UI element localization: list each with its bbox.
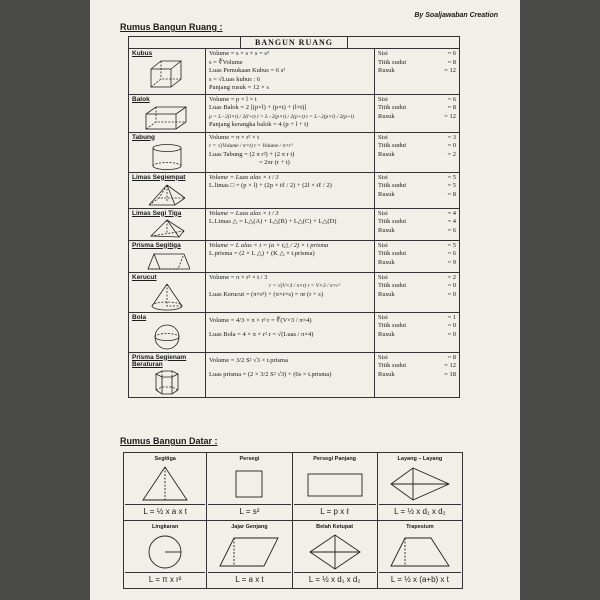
formula-line: L.Limas △ = L△(A) + L△(B) + L△(C) + L△(D) <box>209 218 337 225</box>
formula-sheet <box>90 0 520 600</box>
credit-text: By Soaljawaban Creation <box>414 12 498 19</box>
property-row: Sisi = 4 <box>378 209 456 217</box>
section-title-ruang: Rumus Bangun Ruang : <box>120 22 223 32</box>
formula-line: Luas Bola = 4 × π × r² r = √(Luas / π×4) <box>209 330 314 338</box>
rhombus-icon <box>300 532 370 572</box>
shape-name: Layang – Layang <box>397 456 443 462</box>
property-row: Rusuk = 6 <box>378 226 456 234</box>
shape-cell <box>124 453 207 521</box>
property-row: Sisi = 1 <box>378 313 456 321</box>
property-row: Rusuk = 2 <box>378 150 456 158</box>
shape-cell <box>207 453 292 521</box>
shape-name: Limas Segiempat <box>132 173 186 181</box>
shape-cell <box>377 521 462 589</box>
bangun-datar-table <box>123 452 463 589</box>
shape-name: Persegi Panjang <box>313 456 357 462</box>
property-row: Sisi = 5 <box>378 173 456 181</box>
shape-name: Kerucut <box>132 273 157 281</box>
formula-line: s = √Luas kubus : 6 <box>209 75 261 83</box>
property-row: Rusuk = 9 <box>378 258 456 266</box>
property-row: Titik sudut = 5 <box>378 182 456 189</box>
shape-cell <box>207 521 292 589</box>
area-formula: L = ½ x (a+b) x t <box>379 572 461 587</box>
property-row: Rusuk = 0 <box>378 290 456 298</box>
table-row <box>129 172 460 208</box>
square-icon <box>219 464 279 504</box>
cone-icon <box>147 283 187 311</box>
property-row: Sisi = 3 <box>378 133 456 141</box>
formula-line: Volume = 4/3 × π × r³ r = ∛(V×3 / π×4) <box>209 316 312 324</box>
area-formula: L = ½ x d₁ x d₂ <box>294 572 376 587</box>
formula-line: Volume = 3/2 S² √3 × t.prisma <box>209 356 288 364</box>
square-pyramid-icon <box>145 183 189 207</box>
cylinder-icon <box>147 143 187 171</box>
property-row: Sisi = 6 <box>378 95 456 103</box>
triangular-prism-icon <box>144 251 190 271</box>
shape-cell <box>124 521 207 589</box>
property-row: Sisi = 5 <box>378 241 456 249</box>
shape-name: Balok <box>132 95 150 103</box>
formula-line: s = ∛Volume <box>209 58 243 66</box>
table-row <box>129 240 460 272</box>
property-row: Titik sudut = 0 <box>378 282 456 289</box>
formula-line: Luas Kerucut = (π×r²) + (π×r×s) = πr (r + s) <box>209 290 323 298</box>
circle-icon <box>135 532 195 572</box>
formula-line: L.limas □ = (p × l) + (2p × tℓ / 2) + (2l × tℓ / 2) <box>209 182 332 189</box>
property-row: Titik sudut = 8 <box>378 104 456 111</box>
property-row: Sisi = 6 <box>378 50 456 57</box>
area-formula: L = π x r² <box>125 572 205 587</box>
shape-name: Belah Ketupat <box>316 524 354 530</box>
shape-name: Lingkaran <box>152 524 179 530</box>
shape-name: Prisma Segienam Beraturan <box>132 353 187 368</box>
property-row: Titik sudut = 0 <box>378 142 456 149</box>
rectangle-icon <box>300 464 370 504</box>
table-title: BANGUN RUANG <box>240 36 348 49</box>
shape-name: Segitiga <box>154 456 176 462</box>
triangular-pyramid-icon <box>147 219 187 239</box>
formula-line: Volume = s × s × s = s³ <box>209 50 269 57</box>
formula-line: Luas Pemukaan Kubus = 6 s² <box>209 67 286 74</box>
shape-name: Kubus <box>132 50 153 57</box>
shape-name: Jajar Genjang <box>231 524 268 530</box>
property-row: Rusuk = 12 <box>378 67 456 74</box>
formula-line: Luas Tabung = (2 π r²) + (2 π r t) <box>209 150 295 158</box>
sphere-icon <box>147 323 187 351</box>
formula-line: Volume = Luas alas × t / 3 <box>209 173 279 181</box>
shape-name: Tabung <box>132 133 155 141</box>
formula-line: = 2πr (r + t) <box>259 159 290 166</box>
formula-line: r = √(Volume / π×t) t = Volume / π×r² <box>209 143 293 149</box>
section-title-datar: Rumus Bangun Datar : <box>120 436 218 446</box>
formula-line: p = L−2(l×t) / 2(l+t) l = L−2(p×t) / 2(p+t) t = L−2(p×l) / 2(p+l) <box>209 113 355 120</box>
shape-cell <box>377 453 462 521</box>
property-row: Titik sudut = 0 <box>378 322 456 329</box>
property-row: Rusuk = 18 <box>378 370 456 378</box>
shape-name: Limas Segi Tiga <box>132 209 182 217</box>
table-row <box>129 272 460 312</box>
property-row: Rusuk = 0 <box>378 330 456 338</box>
shape-name: Bola <box>132 313 147 321</box>
table-row <box>129 208 460 240</box>
table-row <box>129 49 460 95</box>
table-row <box>129 352 460 397</box>
kite-icon <box>385 464 455 504</box>
area-formula: L = p x ℓ <box>294 504 376 519</box>
formula-line: Volume = π × r² × t <box>209 133 260 141</box>
parallelogram-icon <box>214 532 284 572</box>
property-row: Titik sudut = 8 <box>378 58 456 66</box>
table-row <box>129 132 460 172</box>
table-row <box>129 94 460 132</box>
bangun-ruang-table <box>128 36 460 398</box>
area-formula: L = ½ x a x t <box>125 504 205 519</box>
formula-line: L.prisma = (2 × L △) + (K △ × t.prisma) <box>209 250 315 257</box>
area-formula: L = a x t <box>208 572 290 587</box>
property-row: Rusuk = 12 <box>378 112 456 120</box>
table-row <box>129 312 460 352</box>
cuboid-icon <box>142 105 192 131</box>
property-row: Titik sudut = 12 <box>378 362 456 369</box>
formula-line: Panjang kerangka balok = 4 (p + l + t) <box>209 121 309 128</box>
shape-cell <box>292 521 377 589</box>
cube-icon <box>145 59 189 89</box>
formula-line: Luas Balok = 2 [(p×l) + (p×t) + (l×t)] <box>209 104 307 111</box>
area-formula: L = ½ x d₁ x d₂ <box>379 504 461 519</box>
shape-name: Trapesium <box>406 524 434 530</box>
table-title-cell <box>129 37 460 49</box>
property-row: Titik sudut = 6 <box>378 250 456 257</box>
formula-line: r = √(V×3 / π×t) t = V×3 / π×r² <box>269 283 341 289</box>
shape-cell <box>292 453 377 521</box>
area-formula: L = s² <box>208 504 290 519</box>
trapezoid-icon <box>385 532 455 572</box>
property-row: Titik sudut = 4 <box>378 218 456 225</box>
formula-line: Volume = π × r² × t / 3 <box>209 273 268 281</box>
formula-line: Volume = Luas alas × t / 3 <box>209 209 279 217</box>
property-row: Sisi = 2 <box>378 273 456 281</box>
formula-line: Panjang rusuk = 12 × s <box>209 84 269 91</box>
formula-line: Volume = p × l × t <box>209 95 257 103</box>
shape-name: Persegi <box>239 456 260 462</box>
formula-line: Luas prisma = (2 × 3/2 S² √3) + (6s × t.prisma) <box>209 370 332 378</box>
property-row: Sisi = 8 <box>378 353 456 361</box>
property-row: Rusuk = 8 <box>378 190 456 198</box>
hexagonal-prism-icon <box>150 370 184 396</box>
triangle-icon <box>135 464 195 504</box>
shape-name: Prisma Segitiga <box>132 241 181 249</box>
formula-line: Volume = L alas × t = (a × t△ / 2) × t prisma <box>209 241 329 249</box>
